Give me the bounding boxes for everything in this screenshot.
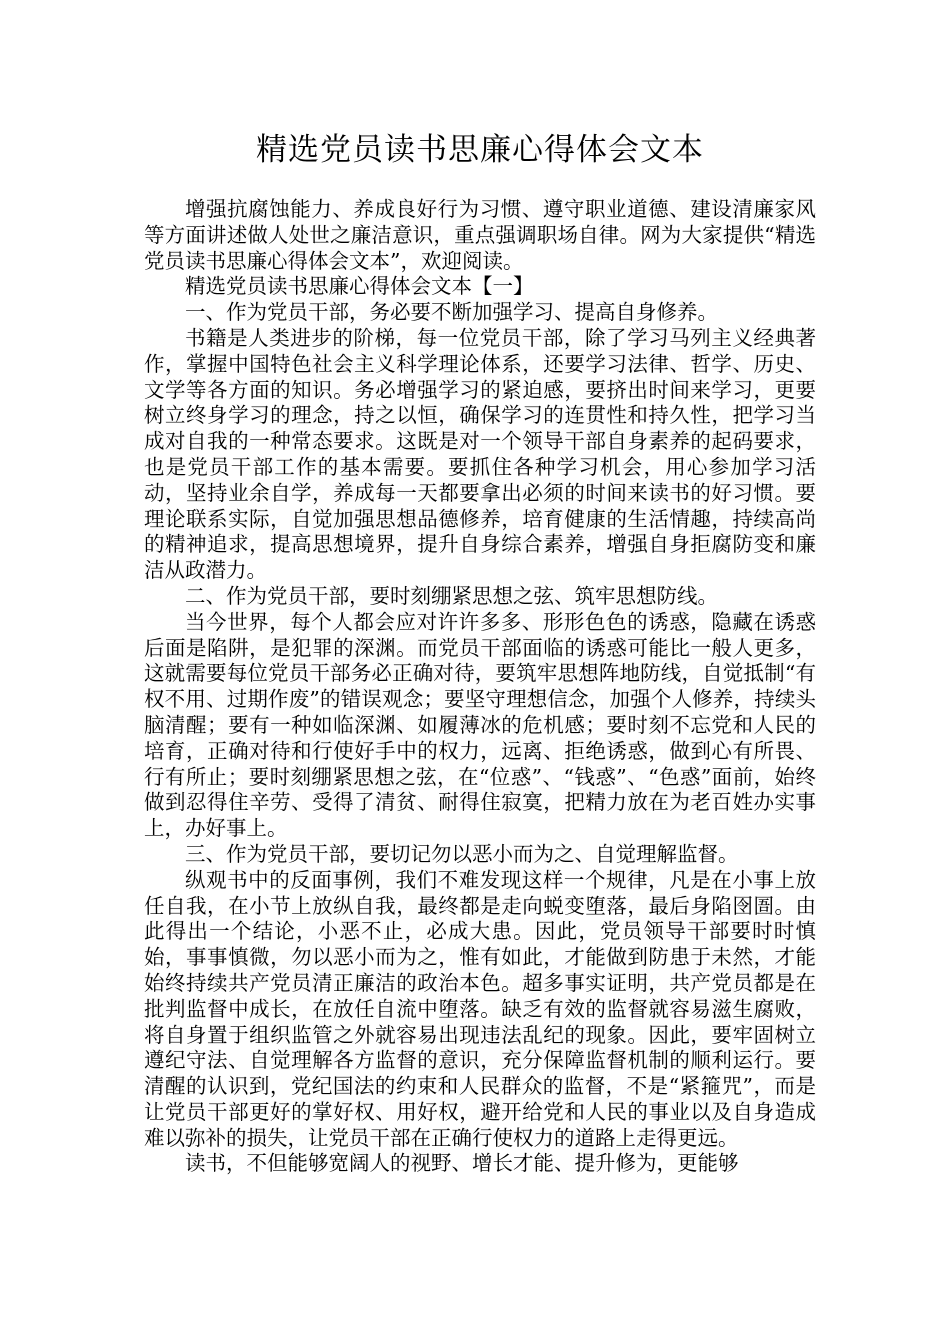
document-page xyxy=(144,125,816,1177)
section-heading: 精选党员读书思廉心得体会文本【一】 xyxy=(185,274,534,299)
intro-paragraph: 增强抗腐蚀能力、养成良好行为习惯、遵守职业道德、建设清廉家风等方面讲述做人处世之廉洁意识，重点强调职场自律。网为大家提供“精选党员读书思廉心得体会文本”，欢迎阅读。 xyxy=(144,197,816,273)
point-heading-3: 三、作为党员干部，要切记勿以恶小而为之、自觉理解监督。 xyxy=(185,841,739,866)
body-paragraph-1: 书籍是人类进步的阶梯，每一位党员干部，除了学习马列主义经典著作，掌握中国特色社会主义科学理论体系，还要学习法律、哲学、历史、文学等各方面的知识。务必增强学习的紧迫感，要挤出时间来学习，更要树立终身学习的理念，持之以恒，确保学习的连贯性和持久性，把学习当成对自我的一种常态要求。这既是对一个领导干部自身素养的起码要求，也是党员干部工作的基本需要。要抓住各种学习机会，用心参加学习活动，坚持业余自学，养成每一天都要拿出必须的时间来读书的好习惯。要理论联系实际，自觉加强思想品德修养，培育健康的生活情趣，持续高尚的精神追求，提高思想境界，提升自身综合素养，增强自身拒腐防变和廉洁从政潜力。 xyxy=(144,325,816,583)
body-paragraph-2: 当今世界，每个人都会应对许许多多、形形色色的诱惑，隐藏在诱惑后面是陷阱，是犯罪的深渊。而党员干部面临的诱惑可能比一般人更多，这就需要每位党员干部务必正确对待，要筑牢思想阵地防线，自觉抵制“有权不用、过期作废”的错误观念；要坚守理想信念，加强个人修养，持续头脑清醒；要有一种如临深渊、如履薄冰的危机感；要时刻不忘党和人民的培育，正确对待和行使好手中的权力，远离、拒绝诱惑，做到心有所畏、行有所止；要时刻绷紧思想之弦，在“位惑”、“钱惑”、“色惑”面前，始终做到忍得住辛劳、受得了清贫、耐得住寂寞，把精力放在为老百姓办实事上，办好事上。 xyxy=(144,609,816,841)
point-heading-2: 二、作为党员干部，要时刻绷紧思想之弦、筑牢思想防线。 xyxy=(185,583,718,608)
point-heading-1: 一、作为党员干部，务必要不断加强学习、提高自身修养。 xyxy=(185,300,718,325)
document-title: 精选党员读书思廉心得体会文本 xyxy=(256,132,704,168)
body-paragraph-4: 读书，不但能够宽阔人的视野、增长才能、提升修为，更能够 xyxy=(185,1151,739,1176)
body-paragraph-3: 纵观书中的反面事例，我们不难发现这样一个规律，凡是在小事上放任自我，在小节上放纵自我，最终都是走向蜕变堕落，最后身陷囹圄。由此得出一个结论，小恶不止，必成大患。因此，党员领导干部要时时慎始，事事慎微，勿以恶小而为之，惟有如此，才能做到防患于未然，才能始终持续共产党员清正廉洁的政治本色。超多事实证明，共产党员都是在批判监督中成长，在放任自流中堕落。缺乏有效的监督就容易滋生腐败，将自身置于组织监管之外就容易出现违法乱纪的现象。因此，要牢固树立遵纪守法、自觉理解各方监督的意识，充分保障监督机制的顺利运行。要清醒的认识到，党纪国法的约束和人民群众的监督，不是“紧箍咒”，而是让党员干部更好的掌好权、用好权，避开给党和人民的事业以及自身造成难以弥补的损失，让党员干部在正确行使权力的道路上走得更远。 xyxy=(144,867,816,1150)
